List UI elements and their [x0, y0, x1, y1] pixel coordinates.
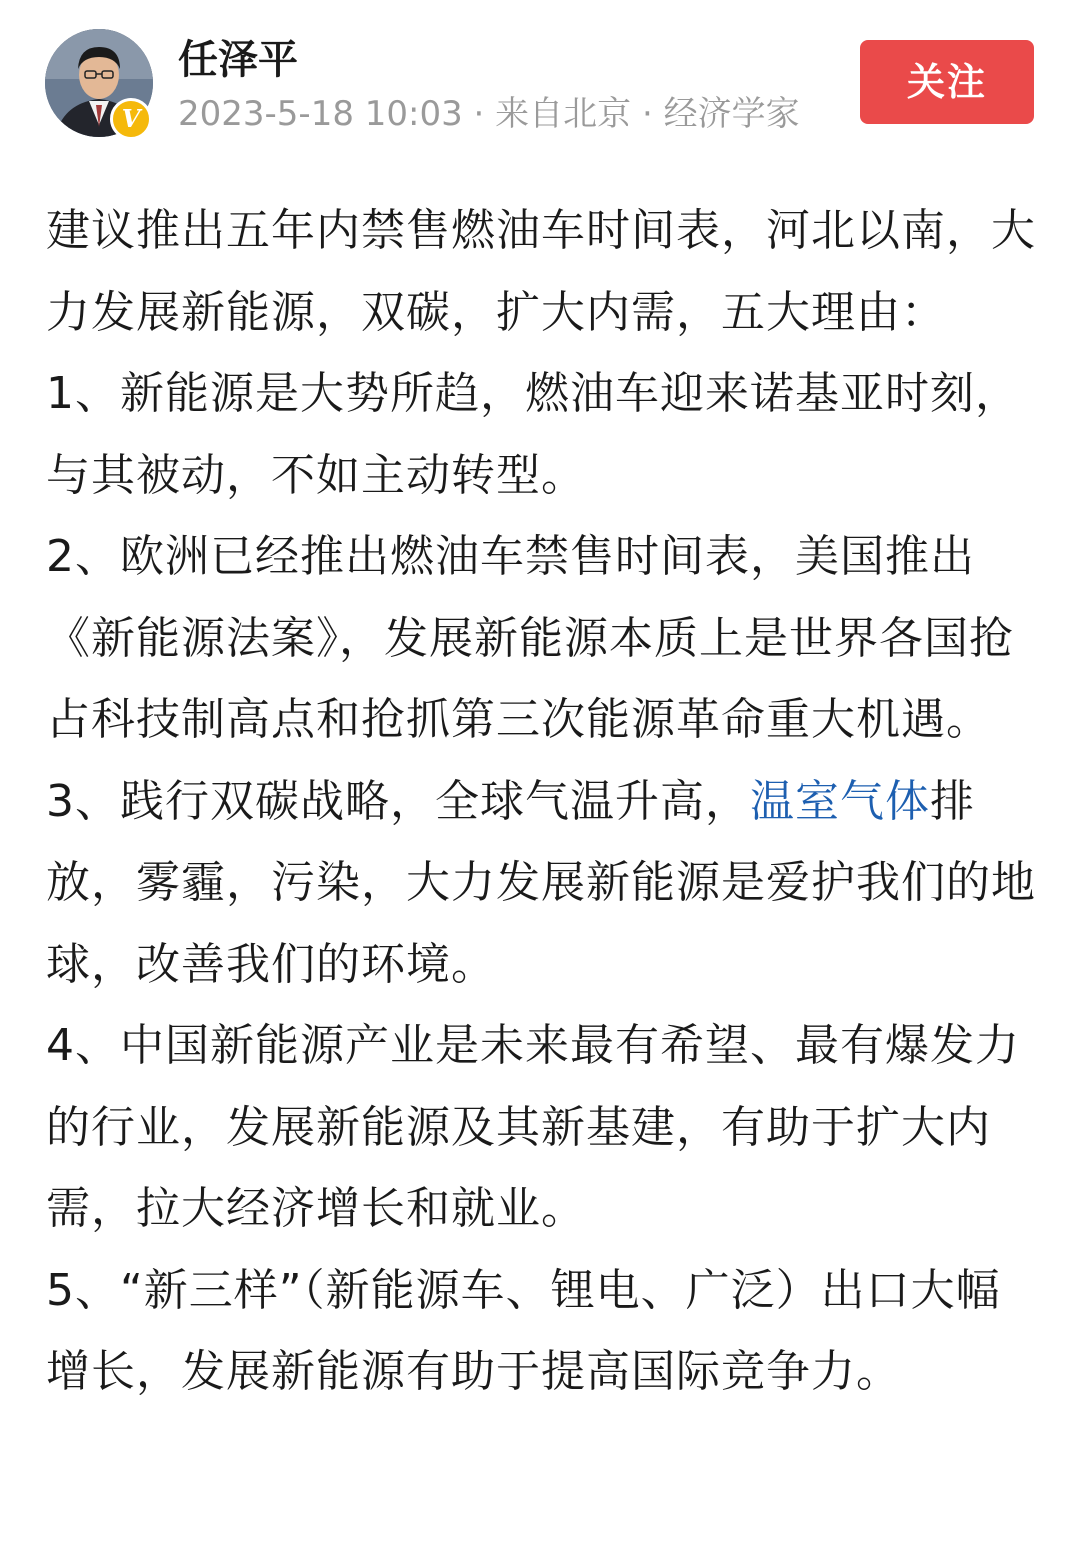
author-name[interactable]: 任泽平	[178, 37, 298, 83]
reason-3-text-before: 3、践行双碳战略，全球气温升高，	[46, 775, 750, 827]
verified-badge-icon: V	[110, 98, 152, 140]
reason-5: 5、“新三样”（新能源车、锂电、广泛）出口大幅增长，发展新能源有助于提高国际竞争力。	[46, 1264, 1001, 1397]
reason-3-text-after: 排放，雾霾，污染，大力发展新能源是爱护我们的地球，改善我们的环境。	[46, 775, 1036, 990]
post-intro: 建议推出五年内禁售燃油车时间表，河北以南，大力发展新能源，双碳，扩大内需，五大理由：	[46, 205, 1036, 338]
follow-button[interactable]: 关注	[860, 40, 1034, 124]
post-header	[0, 0, 1079, 150]
reason-2: 2、欧洲已经推出燃油车禁售时间表，美国推出《新能源法案》，发展新能源本质上是世界各国抢占科技制高点和抢抓第三次能源革命重大机遇。	[46, 531, 1014, 745]
greenhouse-gas-link[interactable]: 温室气体	[750, 775, 930, 827]
reason-3	[46, 761, 1041, 1006]
post-meta: 2023-5-18 10:03 · 来自北京 · 经济学家	[178, 94, 800, 134]
post-content	[46, 190, 1041, 1413]
reason-1: 1、新能源是大势所趋，燃油车迎来诺基亚时刻，与其被动，不如主动转型。	[46, 368, 1020, 501]
reason-4: 4、中国新能源产业是未来最有希望、最有爆发力的行业，发展新能源及其新基建，有助于扩大内需，拉大经济增长和就业。	[46, 1020, 1020, 1234]
